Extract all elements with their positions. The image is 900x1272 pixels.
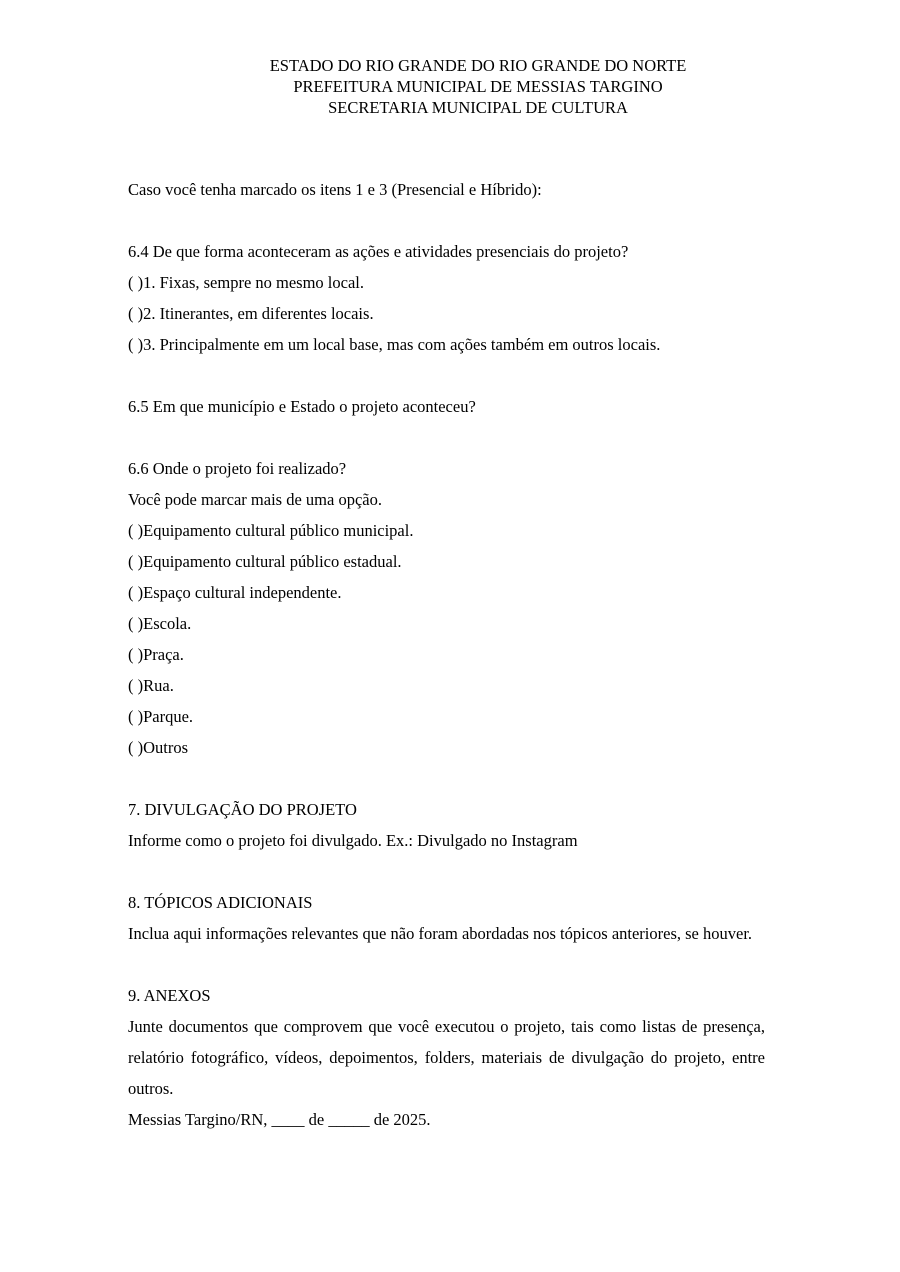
checkbox-option-outros: ( )Outros [128,738,189,757]
checkbox-option-local-base: ( )3. Principalmente em um local base, mas com ações também em outros locais. [128,335,661,354]
section-6-5 [128,391,828,422]
section-8-body: Inclua aqui informações relevantes que não foram abordadas nos tópicos anteriores, se houver. [128,924,753,943]
checkbox-option-rua: ( )Rua. [128,676,174,695]
question-6-6-title: 6.6 Onde o projeto foi realizado? [128,459,347,478]
checkbox-option-fixas: ( )1. Fixas, sempre no mesmo local. [128,273,364,292]
checkbox-option-parque: ( )Parque. [128,707,194,726]
header-line-prefeitura: PREFEITURA MUNICIPAL DE MESSIAS TARGINO [293,77,663,96]
checkbox-option-escola: ( )Escola. [128,614,192,633]
section-7-divulgacao [128,794,828,856]
section-9-title: 9. ANEXOS [128,986,211,1005]
checkbox-option-equipamento-estadual: ( )Equipamento cultural público estadual. [128,552,402,571]
question-6-5-title: 6.5 Em que município e Estado o projeto aconteceu? [128,397,476,416]
signature-date-line: Messias Targino/RN, ____ de _____ de 2025. [128,1110,431,1129]
section-8-title: 8. TÓPICOS ADICIONAIS [128,893,313,912]
section-6-6 [128,453,828,763]
document-header [128,55,828,118]
checkbox-option-equipamento-municipal: ( )Equipamento cultural público municipal. [128,521,414,540]
section-9-anexos [128,980,828,1135]
section-7-body: Informe como o projeto foi divulgado. Ex.: Divulgado no Instagram [128,831,578,850]
section-7-title: 7. DIVULGAÇÃO DO PROJETO [128,800,357,819]
header-line-estado: ESTADO DO RIO GRANDE DO RIO GRANDE DO NORTE [269,56,687,75]
checkbox-option-espaco-independente: ( )Espaço cultural independente. [128,583,342,602]
section-6-4 [128,236,828,360]
question-6-4-title: 6.4 De que forma aconteceram as ações e atividades presenciais do projeto? [128,242,629,261]
conditional-note: Caso você tenha marcado os itens 1 e 3 (Presencial e Híbrido): [128,180,542,199]
document-body [128,174,828,1135]
section-8-topicos-adicionais [128,887,828,949]
checkbox-option-itinerantes: ( )2. Itinerantes, em diferentes locais. [128,304,374,323]
checkbox-option-praca: ( )Praça. [128,645,184,664]
section-9-body: Junte documentos que comprovem que você executou o projeto, tais como listas de presença, relatório fotográfico, vídeos, depoimentos, folders, materiais de divulgação do projeto, entre outros. [128,1017,765,1098]
question-6-6-hint: Você pode marcar mais de uma opção. [128,490,382,509]
header-line-secretaria: SECRETARIA MUNICIPAL DE CULTURA [328,98,628,117]
